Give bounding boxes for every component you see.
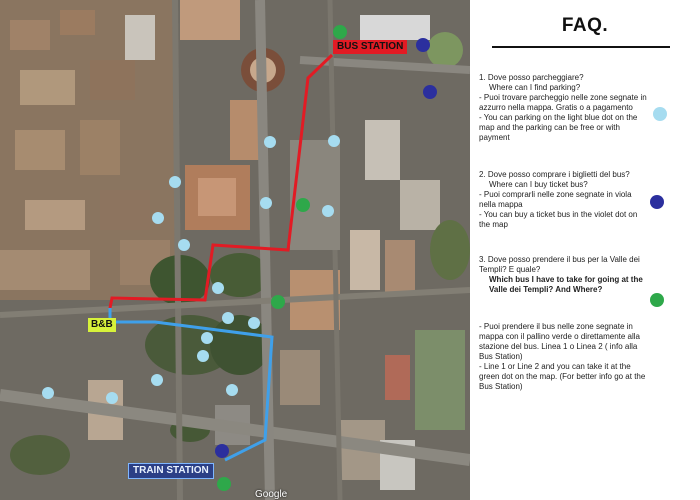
parking-dot: [264, 136, 276, 148]
parking-dot: [248, 317, 260, 329]
light-blue-dot-icon: [653, 107, 667, 121]
bus-stop-dot: [296, 198, 310, 212]
question-en: Which bus I have to take for going at the Valle dei Templi? And Where?: [489, 275, 643, 294]
answer-it: - Puoi trovare parcheggio nelle zone segnate in azzurro nella mappa. Gratis o a pagamento: [479, 93, 647, 112]
ticket-dot: [215, 444, 229, 458]
parking-dot: [178, 239, 190, 251]
google-watermark: Google: [255, 489, 288, 500]
faq-item-tickets: [479, 170, 647, 230]
faq-item-parking: [479, 73, 647, 143]
ticket-dot: [423, 85, 437, 99]
bus-stop-dot: [333, 25, 347, 39]
faq-answer-bus: [479, 322, 647, 392]
parking-dot: [201, 332, 213, 344]
parking-dot: [322, 205, 334, 217]
answer-it: - Puoi comprarli nelle zone segnate in viola nella mappa: [479, 190, 632, 209]
parking-dot: [152, 212, 164, 224]
answer-en: - You can buy a ticket bus in the violet dot on the map: [479, 210, 638, 229]
green-dot-icon: [650, 293, 664, 307]
parking-dot: [106, 392, 118, 404]
bus-stop-dot: [217, 477, 231, 491]
bus-station-label: BUS STATION: [333, 40, 407, 54]
bb-label: B&B: [88, 318, 116, 332]
parking-dot: [42, 387, 54, 399]
answer-en: - You can parking on the light blue dot on the map and the parking can be free or with payment: [479, 113, 638, 142]
bus-stop-dot: [271, 295, 285, 309]
parking-dot: [197, 350, 209, 362]
parking-dot: [226, 384, 238, 396]
answer-it: - Puoi prendere il bus nelle zone segnate in mappa con il pallino verde o direttamente alla stazione del bus. Linea 1 o Linea 2 ( info alla Bus Station): [479, 322, 640, 361]
ticket-dot: [416, 38, 430, 52]
parking-dot: [260, 197, 272, 209]
question-it: 3. Dove posso prendere il bus per la Valle dei Templi? E quale?: [479, 255, 640, 274]
question-it: 1. Dove posso parcheggiare?: [479, 73, 584, 82]
violet-dot-icon: [650, 195, 664, 209]
train-station-label: TRAIN STATION: [128, 463, 214, 479]
parking-dot: [151, 374, 163, 386]
question-en: Where can I find parking?: [489, 83, 581, 92]
faq-panel: [470, 0, 700, 500]
parking-dot: [169, 176, 181, 188]
parking-dot: [222, 312, 234, 324]
parking-dot: [328, 135, 340, 147]
answer-en: - Line 1 or Line 2 and you can take it at the green dot on the map. (For better info go at the Bus Station): [479, 362, 646, 391]
question-en: Where can I buy ticket bus?: [489, 180, 588, 189]
question-it: 2. Dove posso comprare i biglietti del bus?: [479, 170, 630, 179]
faq-item-bus: [479, 255, 647, 295]
parking-dot: [212, 282, 224, 294]
faq-divider: [492, 46, 670, 48]
faq-title: FAQ.: [561, 15, 609, 36]
